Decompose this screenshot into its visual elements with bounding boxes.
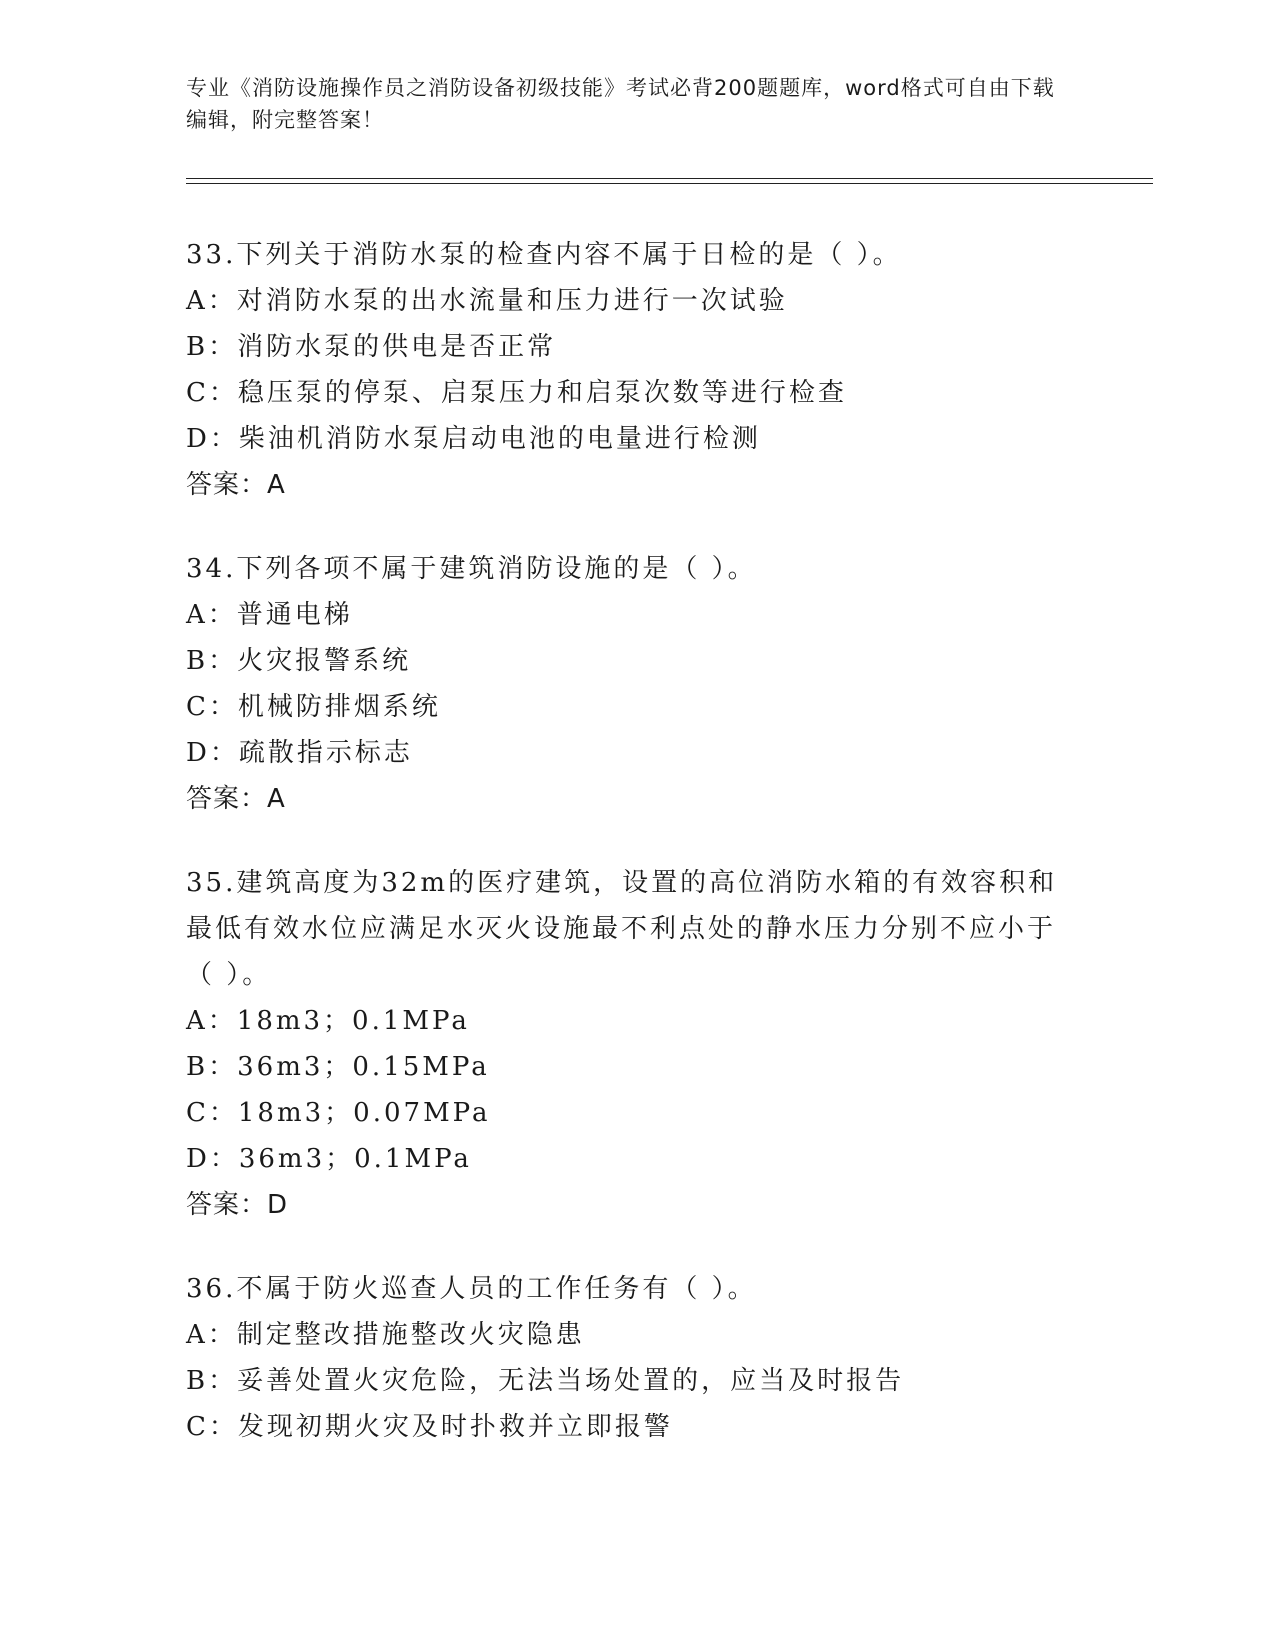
question-36 [186, 1266, 1086, 1450]
question-35 [186, 860, 1086, 1228]
answer-line: 答案：A [186, 784, 286, 814]
option-c: C：18m3；0.07MPa [186, 1098, 491, 1128]
option-d: D：柴油机消防水泵启动电池的电量进行检测 [186, 424, 761, 454]
answer-line: 答案：A [186, 470, 286, 500]
question-stem: 33.下列关于消防水泵的检查内容不属于日检的是（ ）。 [186, 240, 902, 270]
option-c: C：机械防排烟系统 [186, 692, 441, 722]
question-stem: 36.不属于防火巡查人员的工作任务有（ ）。 [186, 1274, 757, 1304]
answer-line: 答案：D [186, 1190, 289, 1220]
option-b: B：消防水泵的供电是否正常 [186, 332, 557, 362]
option-b: B：妥善处置火灾危险，无法当场处置的，应当及时报告 [186, 1366, 905, 1396]
question-stem: 34.下列各项不属于建筑消防设施的是（ ）。 [186, 554, 757, 584]
header-divider-top [186, 178, 1153, 179]
option-b: B：火灾报警系统 [186, 646, 412, 676]
option-a: A：制定整改措施整改火灾隐患 [186, 1320, 585, 1350]
option-d: D：36m3；0.1MPa [186, 1144, 472, 1174]
option-b: B：36m3；0.15MPa [186, 1052, 490, 1082]
option-a: A：对消防水泵的出水流量和压力进行一次试验 [186, 286, 788, 316]
document-header: 专业《消防设施操作员之消防设备初级技能》考试必背200题题库，word格式可自由下载编辑，附完整答案！ [186, 76, 1055, 132]
question-list [186, 232, 1086, 1488]
question-stem: 35.建筑高度为32m的医疗建筑，设置的高位消防水箱的有效容积和最低有效水位应满足水灭火设施最不利点处的静水压力分别不应小于（ ）。 [186, 868, 1058, 990]
option-c: C：发现初期火灾及时扑救并立即报警 [186, 1412, 673, 1442]
question-34 [186, 546, 1086, 822]
option-a: A：18m3；0.1MPa [186, 1006, 470, 1036]
option-d: D：疏散指示标志 [186, 738, 413, 768]
option-c: C：稳压泵的停泵、启泵压力和启泵次数等进行检查 [186, 378, 847, 408]
question-33 [186, 232, 1086, 508]
option-a: A：普通电梯 [186, 600, 353, 630]
header-divider-bottom [186, 183, 1153, 184]
